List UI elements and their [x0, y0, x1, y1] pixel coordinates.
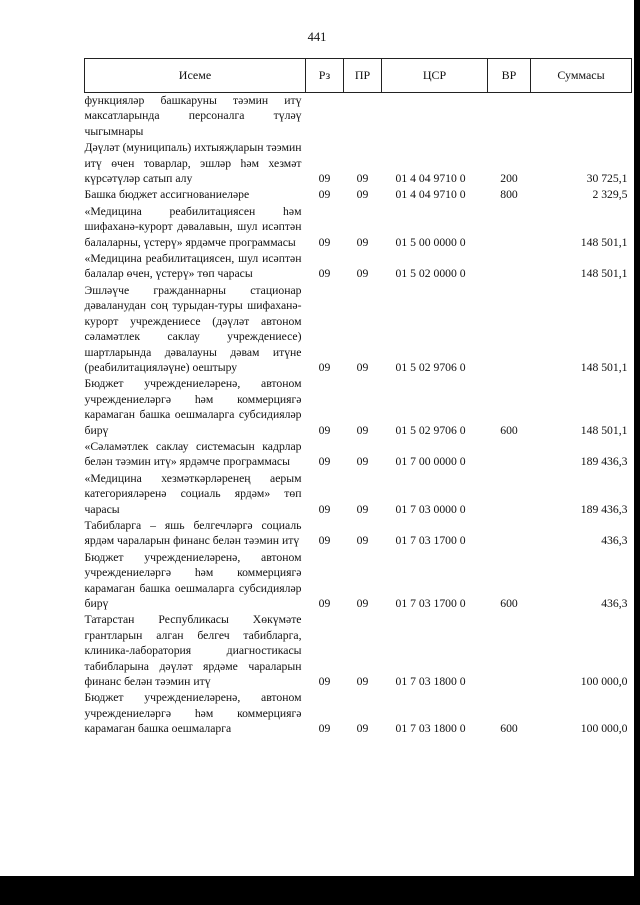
cell-vr: 800 — [500, 188, 518, 202]
cell-name: «Сәламәтлек саклау системасын кадрлар белән тәэмин итү» ярдәмче программасы — [84, 439, 302, 469]
column-header-csr: ЦСР — [382, 59, 488, 93]
cell-rz: 09 — [318, 172, 331, 186]
cell-vr: 600 — [500, 722, 518, 736]
column-header-vr: ВР — [488, 59, 531, 93]
cell-vr — [488, 251, 531, 283]
table-row — [85, 376, 632, 439]
cell-csr: 01 5 00 0000 0 — [395, 235, 466, 249]
cell-name: Эшләүче гражданнарны стационар дәваланудан соң турыдан-туры шифаханә-курорт учреждениесе (дәүләт автоном сәламәтлек саклау учреждениесе) шартларында дәвалауны дәвам итүне (реабилитацияләүне) оештыру — [84, 283, 302, 374]
cell-rz — [306, 93, 344, 141]
table-body — [85, 93, 632, 738]
cell-pr: 09 — [356, 235, 369, 249]
table-row — [85, 187, 632, 203]
cell-csr: 01 7 03 0000 0 — [395, 502, 466, 516]
cell-vr — [488, 204, 531, 251]
cell-sum: 148 501,1 — [580, 423, 628, 437]
cell-vr — [488, 612, 531, 690]
cell-rz: 09 — [318, 235, 331, 249]
cell-sum: 189 436,3 — [580, 502, 628, 516]
budget-table — [84, 58, 632, 738]
cell-name: Татарстан Республикасы Хөкүмәте грантларын алган белгеч табибларга, клиника-лаборатория диагностикасы табибларына дәүләт ярдәме чараларын финанс белән тәэмин итү — [84, 613, 302, 689]
cell-rz: 09 — [318, 534, 331, 548]
cell-csr: 01 5 02 9706 0 — [395, 360, 466, 374]
cell-name: Бюджет учреждениеләренә, автоном учреждениеләргә һәм коммерциягә карамаган башка оешмаларга субсидияләр бирү — [84, 550, 302, 610]
cell-vr — [488, 93, 531, 141]
table-row — [85, 471, 632, 518]
cell-vr — [488, 439, 531, 471]
cell-sum — [531, 93, 632, 141]
cell-rz: 09 — [318, 675, 331, 689]
cell-csr: 01 7 03 1800 0 — [395, 722, 466, 736]
cell-csr: 01 7 03 1800 0 — [395, 675, 466, 689]
cell-pr: 09 — [356, 455, 369, 469]
cell-pr: 09 — [356, 722, 369, 736]
cell-rz: 09 — [318, 267, 331, 281]
column-header-sum: Суммасы — [531, 59, 632, 93]
cell-pr: 09 — [356, 675, 369, 689]
table-row — [85, 550, 632, 613]
cell-pr: 09 — [356, 502, 369, 516]
cell-pr: 09 — [356, 172, 369, 186]
cell-pr — [344, 93, 382, 141]
cell-pr: 09 — [356, 534, 369, 548]
column-header-pr: ПР — [344, 59, 382, 93]
cell-sum: 148 501,1 — [580, 235, 628, 249]
cell-sum: 148 501,1 — [580, 360, 628, 374]
table-row — [85, 690, 632, 737]
table-row — [85, 251, 632, 283]
cell-pr: 09 — [356, 423, 369, 437]
cell-csr: 01 7 03 1700 0 — [395, 597, 466, 610]
cell-vr: 600 — [500, 423, 518, 437]
cell-csr — [382, 93, 488, 141]
table-row — [85, 204, 632, 251]
cell-sum: 100 000,0 — [580, 722, 628, 736]
cell-name: «Медицина хезмәткәрләренең аерым категорияләренә социаль ярдәм» төп чарасы — [84, 471, 302, 516]
cell-csr: 01 4 04 9710 0 — [395, 188, 466, 202]
cell-name: Табибларга – яшь белгечләргә социаль ярдәм чараларын финанс белән тәэмин итү — [84, 518, 302, 548]
table-row — [85, 283, 632, 376]
cell-rz: 09 — [318, 423, 331, 437]
cell-name: Бюджет учреждениеләренә, автоном учреждениеләргә һәм коммерциягә карамаган башка оешмаларга субсидияләр бирү — [84, 377, 302, 437]
cell-csr: 01 4 04 9710 0 — [395, 172, 466, 186]
cell-csr: 01 5 02 9706 0 — [395, 423, 466, 437]
column-header-name: Исеме — [85, 59, 306, 93]
column-header-rz: Рз — [306, 59, 344, 93]
cell-name: Дәүләт (муниципаль) ихтыяҗларын тәэмин итү өчен товарлар, эшләр һәм хезмәт күрсәтүләр сатып алу — [84, 141, 302, 186]
cell-rz: 09 — [318, 455, 331, 469]
cell-rz: 09 — [318, 360, 331, 374]
cell-pr: 09 — [356, 360, 369, 374]
cell-name: функцияләр башкаруны тәэмин итү максатларында персоналга түләү чыгымнары — [84, 94, 302, 138]
cell-vr: 200 — [500, 172, 518, 186]
cell-rz: 09 — [318, 188, 331, 202]
table-row — [85, 612, 632, 690]
cell-csr: 01 7 03 1700 0 — [395, 534, 466, 548]
cell-rz: 09 — [318, 722, 331, 736]
table-header-row — [85, 59, 632, 93]
cell-name: Башка бюджет ассигнованиеләре — [84, 188, 250, 202]
cell-pr: 09 — [356, 267, 369, 281]
cell-csr: 01 7 00 0000 0 — [395, 455, 466, 469]
cell-sum: 2 329,5 — [592, 188, 628, 202]
cell-vr — [488, 518, 531, 550]
cell-sum: 148 501,1 — [580, 267, 628, 281]
cell-sum: 436,3 — [601, 597, 628, 610]
cell-vr: 600 — [500, 597, 518, 610]
cell-name: Бюджет учреждениеләренә, автоном учреждениеләргә һәм коммерциягә карамаган башка оешмаларга — [84, 691, 302, 736]
cell-pr: 09 — [356, 597, 369, 610]
cell-name: «Медицина реабилитациясен һәм шифаханә-курорт дәвалавын, шул исәптән балаларны, үстерү» ярдәмче программасы — [84, 204, 302, 249]
table-row — [85, 439, 632, 471]
cell-rz: 09 — [318, 597, 331, 610]
cell-sum: 436,3 — [601, 534, 628, 548]
table-row — [85, 93, 632, 141]
cell-sum: 100 000,0 — [580, 675, 628, 689]
cell-vr — [488, 471, 531, 518]
cell-csr: 01 5 02 0000 0 — [395, 267, 466, 281]
cell-rz: 09 — [318, 502, 331, 516]
cell-sum: 30 725,1 — [586, 172, 628, 186]
table-row — [85, 518, 632, 550]
cell-pr: 09 — [356, 188, 369, 202]
page-number: 441 — [307, 30, 327, 44]
cell-sum: 189 436,3 — [580, 455, 628, 469]
cell-name: «Медицина реабилитациясен, шул исәптән балалар өчен, үстерү» төп чарасы — [84, 252, 302, 281]
cell-vr — [488, 283, 531, 376]
table-row — [85, 140, 632, 187]
